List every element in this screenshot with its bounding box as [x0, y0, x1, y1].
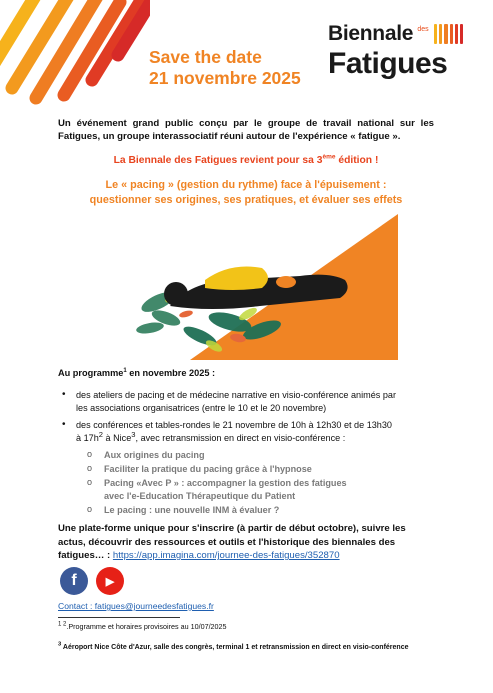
logo-word-biennale: Biennale — [328, 22, 414, 45]
footnote-divider — [58, 617, 180, 618]
footnote-1-2-sup: 1 2 — [58, 621, 67, 628]
sub-item-label: Le pacing : une nouvelle INM à évaluer ? — [104, 505, 280, 515]
facebook-icon[interactable] — [60, 567, 88, 595]
item2-line2 — [76, 429, 436, 445]
youtube-glyph: ▶ — [105, 575, 115, 588]
edition-text: La Biennale des Fatigues revient pour sa 3 — [113, 155, 323, 166]
sub-item-inm — [87, 504, 280, 517]
subtitle-line-1: Le « pacing » (gestion du rythme) face à l'épuisement : — [105, 179, 387, 191]
platform-line-3 — [58, 549, 436, 563]
header-stripes-decoration — [0, 0, 150, 110]
sub-bullet-icon: o — [87, 449, 93, 459]
platform-line-3-text: fatigues… : — [58, 550, 113, 561]
item2-sup-2: 3 — [131, 429, 136, 439]
facebook-glyph: f — [71, 572, 77, 589]
platform-link[interactable]: https://app.imagina.com/journee-des-fatigues/352870 — [112, 550, 340, 561]
subtitle-line-2: questionner ses origines, ses pratiques, et évaluer ses effets — [89, 194, 403, 206]
intro-paragraph: Un événement grand public conçu par le groupe de travail national sur les Fatigues, un groupe interassociatif réuni autour de l'expérience « fatigue ». — [58, 118, 434, 142]
platform-line-2: actus, découvrir des ressources et outils et l'historique des biennales des — [58, 536, 396, 548]
sub-item-avec-p — [87, 477, 347, 490]
logo-word-des: des — [417, 26, 429, 33]
program-title — [58, 368, 215, 378]
item2-sup-1: 2 — [98, 429, 103, 439]
save-the-date — [149, 47, 301, 89]
theme-subtitle — [58, 178, 434, 208]
item2-line1: des conférences et tables-rondes le 21 novembre de 10h à 12h30 et de 13h30 — [76, 420, 392, 430]
program-title-tail: en novembre 2025 : — [126, 368, 216, 378]
edition-tail: édition ! — [335, 155, 379, 166]
event-date: 21 novembre 2025 — [149, 68, 301, 88]
logo-bars-icon — [434, 24, 463, 44]
item1-line1: des ateliers de pacing et de médecine narrative en visio-conférence animés par — [76, 390, 396, 400]
sub-bullet-icon: o — [87, 463, 93, 473]
biennale-logo — [328, 22, 478, 84]
edition-sup: ème — [322, 153, 336, 161]
sub-item-label: Pacing «Avec P » : accompagner la gestion des fatigues — [104, 478, 347, 488]
footnote-3 — [58, 641, 409, 651]
program-item-conferences — [62, 419, 436, 444]
youtube-icon[interactable] — [96, 567, 124, 595]
program-item-workshops — [62, 389, 436, 414]
sub-item-label: Faciliter la pratique du pacing grâce à l'hypnose — [104, 464, 312, 474]
resting-person-illustration — [0, 210, 493, 370]
footnote-1-2 — [58, 622, 227, 631]
footnote-3-text: Aéroport Nice Côte d'Azur, salle des congrès, terminal 1 et retransmission en direct en visio-conférence — [61, 644, 409, 651]
program-title-sup: 1 — [123, 367, 127, 374]
platform-line-1: Une plate-forme unique pour s'inscrire (à partir de début octobre), suivre les — [58, 523, 406, 534]
save-the-date-label: Save the date — [149, 47, 262, 67]
platform-paragraph — [58, 522, 436, 563]
bullet-icon: • — [62, 419, 66, 430]
item2-part-c: , avec retransmission en direct en visio-conférence : — [135, 432, 346, 443]
sub-bullet-icon: o — [87, 477, 93, 487]
footnote-3-sup: 3 — [58, 641, 62, 648]
item1-line2: les associations organisatrices (entre le 10 et le 20 novembre) — [76, 402, 327, 413]
contact-email-link[interactable]: Contact : fatigues@journeedesfatigues.fr — [58, 601, 214, 611]
sub-item-avec-p-continued: avec l'e-Education Thérapeutique du Patient — [104, 491, 296, 501]
item2-part-b: à Nice — [102, 432, 132, 443]
sub-item-hypnosis — [87, 463, 312, 476]
edition-announcement — [58, 155, 434, 166]
sub-item-label: Aux origines du pacing — [104, 450, 205, 460]
logo-word-fatigues: Fatigues — [328, 47, 448, 80]
sub-item-origins — [87, 449, 205, 462]
item2-part-a: à 17h — [76, 432, 99, 443]
sub-bullet-icon: o — [87, 504, 93, 514]
program-title-text: Au programme — [58, 368, 124, 378]
bullet-icon: • — [62, 389, 66, 400]
footnote-1-2-text: .Programme et horaires provisoires au 10/07/2025 — [66, 622, 227, 631]
